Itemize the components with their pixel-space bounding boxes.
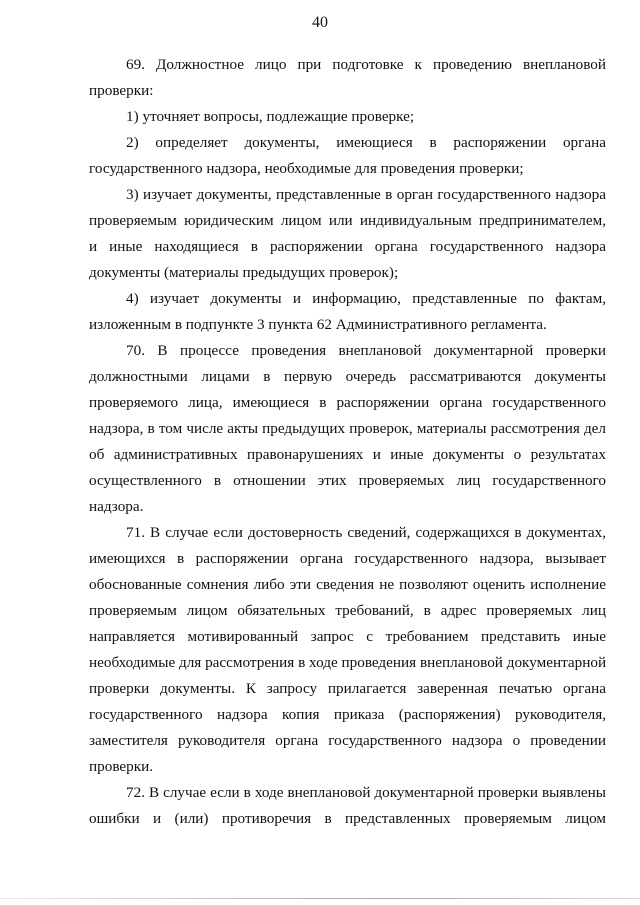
text-line: проверки. [89,758,154,775]
text-line: 71. В случае если достоверность сведений, содержащихся в документах, [126,524,606,541]
text-line: и иные находящиеся в распоряжении органа государственного надзора [89,238,606,255]
text-line: 69. Должностное лицо при подготовке к проведению внеплановой [126,56,606,73]
text-line: 4) изучает документы и информацию, представленные по фактам, [126,290,606,307]
text-line: должностными лицами в первую очередь рассматриваются документы [89,368,606,385]
text-line: государственного надзора копия приказа (распоряжения) руководителя, [89,706,606,723]
text-line: 3) изучает документы, представленные в орган государственного надзора [126,186,606,203]
text-line: проверки документы. К запросу прилагается заверенная печатью органа [89,680,606,697]
text-line: заместителя руководителя органа государственного надзора о проведении [89,732,606,749]
text-line: надзора. [89,498,144,515]
text-line: надзора, в том числе акты предыдущих проверок, материалы рассмотрения дел [89,420,606,437]
text-line: проверяемым юридическим лицом или индивидуальным предпринимателем, [89,212,606,229]
text-line: имеющихся в распоряжении органа государственного надзора, вызывает [89,550,606,567]
text-line: изложенным в подпункте 3 пункта 62 Административного регламента. [89,316,547,333]
text-line: обоснованные сомнения либо эти сведения не позволяют оценить исполнение [89,576,606,593]
text-line: направляется мотивированный запрос с требованием представить иные [89,628,606,645]
page-number: 40 [312,14,328,31]
text-line: государственного надзора, необходимые для проведения проверки; [89,160,524,177]
text-line: 72. В случае если в ходе внеплановой документарной проверки выявлены [126,784,606,801]
scan-edge-line [0,898,640,899]
text-line: осуществленного в отношении этих проверяемых лиц государственного [89,472,606,489]
text-line: об административных правонарушениях и иные документы о результатах [89,446,606,463]
text-line: 70. В процессе проведения внеплановой документарной проверки [126,342,606,359]
text-line: проверки: [89,82,154,99]
text-line: проверяемого лица, имеющиеся в распоряжении органа государственного [89,394,606,411]
text-line: проверяемым лицом обязательных требований, в адрес проверяемых лиц [89,602,606,619]
text-line: 2) определяет документы, имеющиеся в распоряжении органа [126,134,606,151]
text-line: необходимые для рассмотрения в ходе проведения внеплановой документарной [89,654,606,671]
text-line: документы (материалы предыдущих проверок); [89,264,399,281]
text-line: 1) уточняет вопросы, подлежащие проверке; [126,108,415,125]
document-body [89,52,606,832]
text-line: ошибки и (или) противоречия в представленных проверяемым лицом [89,810,606,827]
